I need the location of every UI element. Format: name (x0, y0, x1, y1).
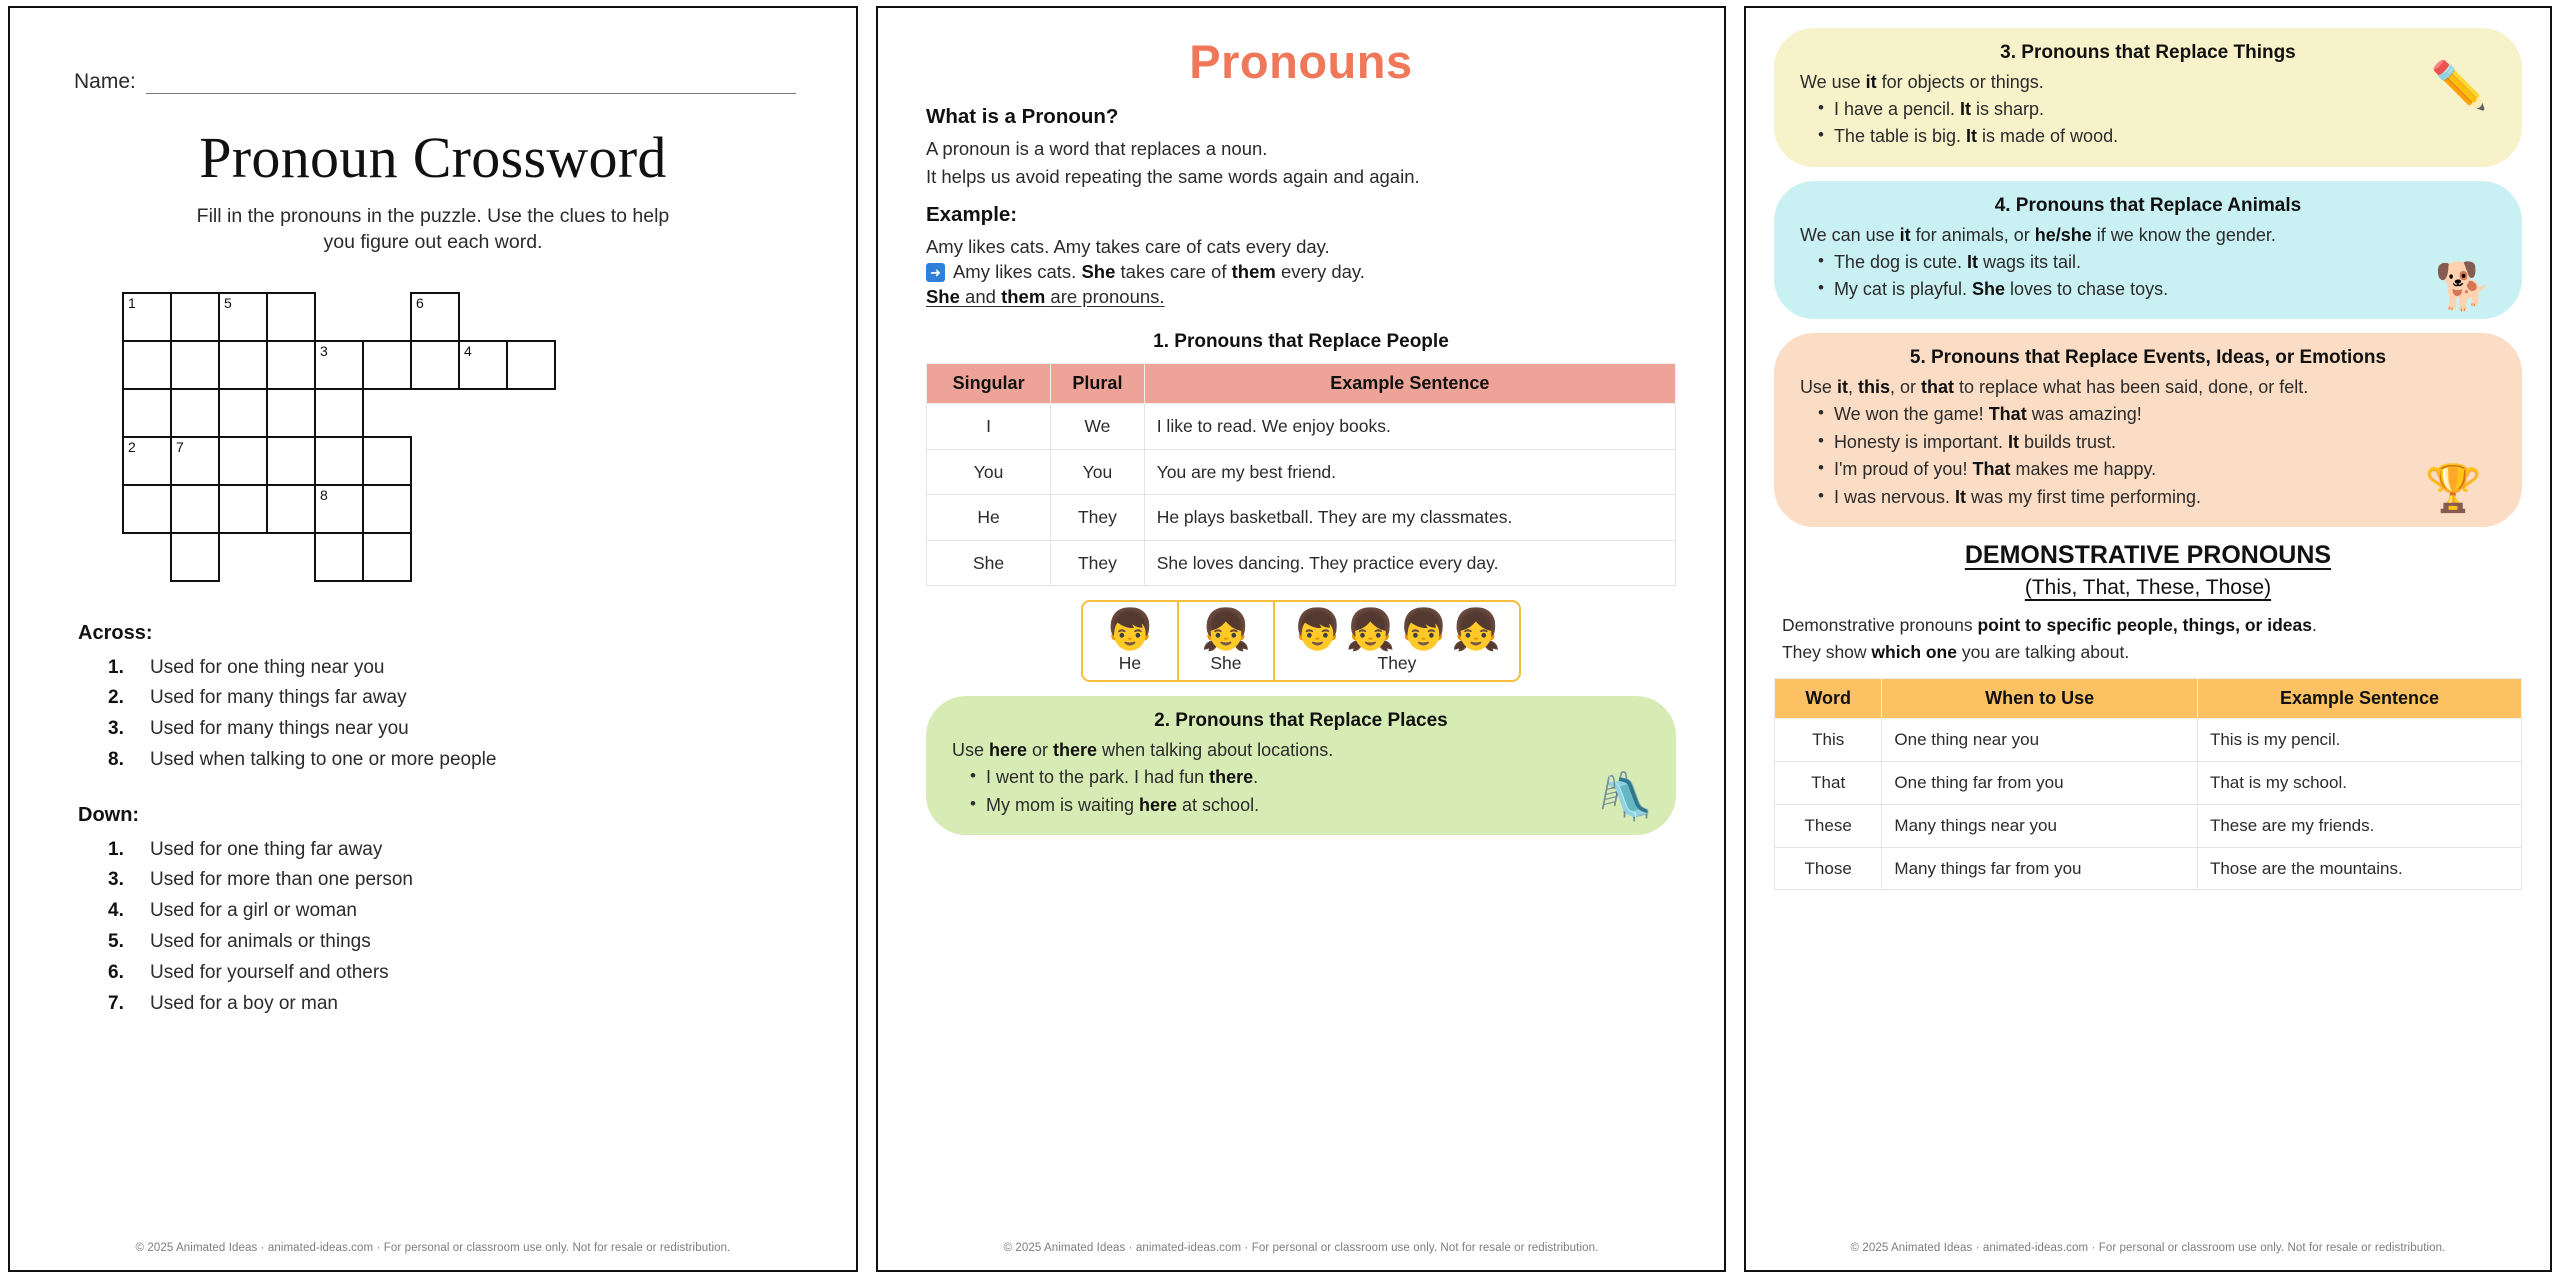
clue-down-item (78, 865, 856, 896)
crossword-cell[interactable] (123, 437, 171, 485)
ex-pre: Amy likes cats. (952, 261, 1082, 283)
clue-number: 2. (108, 687, 124, 709)
animals-box-lead (1800, 225, 2496, 246)
clue-down-item (78, 958, 856, 989)
crossword-row (123, 437, 555, 485)
clue-text: Used when talking to one or more people (150, 748, 497, 770)
bullet-bold: It (1966, 126, 1978, 147)
table-body (1774, 719, 2521, 890)
crossword-blank (459, 293, 507, 341)
people-table-caption: 1. Pronouns that Replace People (1153, 331, 1449, 353)
arrow-right-icon: ➜ (926, 263, 945, 282)
table-cell: That is my school. (2197, 761, 2521, 804)
pencil-icon: ✏️ (2430, 59, 2488, 111)
crossword-cell[interactable] (459, 341, 507, 389)
clue-across-item (78, 714, 856, 745)
what-line-1: A pronoun is a word that replaces a noun. (925, 138, 1268, 159)
clue-number: 7. (108, 992, 124, 1014)
crossword-cell[interactable] (219, 437, 267, 485)
bullet-bold: It (2008, 431, 2020, 452)
faces-strip (1081, 600, 1521, 682)
crossword-blank (459, 389, 507, 437)
crossword-blank (411, 437, 459, 485)
table-row (1774, 804, 2521, 847)
crossword-cell[interactable] (123, 485, 171, 533)
table-cell: He (926, 495, 1050, 541)
bullet-bold: She (1971, 279, 2005, 300)
dp2-post: you are talking about. (1956, 642, 2130, 662)
column-header: Singular (926, 364, 1050, 404)
crossword-blank (363, 389, 411, 437)
crossword-blank (459, 437, 507, 485)
crossword-cell[interactable] (171, 389, 219, 437)
across-heading: Across: (78, 621, 153, 644)
crossword-cell[interactable] (267, 341, 315, 389)
crossword-cell-number: 7 (176, 438, 184, 455)
ex-bold-them: them (1231, 261, 1276, 283)
face-cell-they (1275, 602, 1519, 680)
events-bullet-list (1800, 401, 2496, 514)
table-cell: She (926, 540, 1050, 586)
things-box-title: 3. Pronouns that Replace Things (2000, 42, 2296, 63)
footer-copyright: © 2025 Animated Ideas · animated-ideas.com · For personal or classroom use only. Not for resale or redistribution. (135, 1242, 731, 1254)
crossword-row (123, 485, 555, 533)
pl-pre: Use (951, 740, 989, 761)
bullet-item (1818, 249, 2496, 276)
crossword-blank (123, 533, 171, 581)
pronouns-title: Pronouns (1189, 35, 1413, 88)
crossword-cell[interactable] (363, 341, 411, 389)
bullet-post: loves to chase toys. (2005, 279, 2169, 300)
bullet-item (1818, 401, 2496, 428)
ex-mid: takes care of (1115, 261, 1232, 283)
crossword-blank (411, 533, 459, 581)
clue-text: Used for a girl or woman (150, 900, 357, 922)
clue-number: 4. (108, 900, 124, 922)
crossword-cell-number: 2 (128, 438, 136, 455)
note-bold-them: them (1001, 286, 1046, 308)
table-cell: We (1051, 404, 1145, 450)
things-bullet-list (1800, 96, 2496, 151)
page-title: Pronoun Crossword (199, 125, 667, 190)
clues-section (78, 622, 856, 1020)
table-row (1774, 847, 2521, 890)
clue-text: Used for one thing near you (150, 656, 385, 678)
pl-b2: there (1053, 740, 1098, 761)
bullet-bold: here (1139, 794, 1178, 815)
crossword-cell[interactable] (171, 437, 219, 485)
bullet-post: . (1253, 767, 1259, 788)
table-cell: You (926, 449, 1050, 495)
an-b2: he/she (2034, 224, 2092, 245)
clue-across-item (78, 745, 856, 776)
crossword-blank (267, 533, 315, 581)
dp2-bold: which one (1871, 642, 1957, 662)
table-header-row (1774, 679, 2521, 719)
bullet-post: builds trust. (2019, 431, 2117, 452)
demonstrative-table (1774, 678, 2522, 890)
clue-text: Used for more than one person (150, 869, 413, 891)
table-row (926, 449, 1675, 495)
crossword-cell[interactable] (267, 485, 315, 533)
crossword-cell[interactable] (123, 293, 171, 341)
crossword-grid-wrapper (10, 292, 856, 582)
crossword-cell-number: 8 (320, 486, 328, 503)
crossword-blank (507, 437, 555, 485)
crossword-blank (411, 485, 459, 533)
playground-icon: 🛝 (1596, 770, 1654, 823)
demonstrative-description (1774, 612, 2522, 666)
table-row (1774, 761, 2521, 804)
bullet-bold: It (1960, 99, 1972, 119)
crossword-cell[interactable] (315, 533, 363, 581)
ev-s1: , (1847, 377, 1858, 398)
demonstrative-title: DEMONSTRATIVE PRONOUNS (1964, 540, 2332, 569)
down-heading: Down: (78, 803, 140, 826)
table-cell: You are my best friend. (1144, 449, 1675, 495)
down-clue-list (78, 835, 856, 1020)
table-cell: That (1774, 761, 1881, 804)
bullet-item (1818, 96, 2496, 123)
crossword-cell[interactable] (363, 437, 411, 485)
bullet-pre: I have a pencil. (1833, 99, 1961, 119)
crossword-blank (507, 533, 555, 581)
bullet-pre: I was nervous. (1833, 486, 1955, 507)
face-label-they: They (1377, 653, 1417, 674)
name-row (74, 70, 796, 94)
bullet-pre: I went to the park. I had fun (985, 767, 1210, 788)
ev-b1: it (1836, 377, 1848, 398)
crossword-cell[interactable] (315, 485, 363, 533)
face-label-she: She (1210, 653, 1242, 674)
places-bullet-list (952, 764, 1650, 819)
bullet-item (1818, 429, 2496, 456)
table-cell: This is my pencil. (2197, 719, 2521, 762)
dp2-pre: They show (1781, 642, 1872, 662)
table-cell: He plays basketball. They are my classmates. (1144, 495, 1675, 541)
things-box (1774, 28, 2522, 167)
crossword-cell[interactable] (219, 293, 267, 341)
table-cell: These (1774, 804, 1881, 847)
bullet-bold: That (1972, 459, 2011, 480)
bullet-post: is sharp. (1971, 99, 2045, 119)
table-header-row (926, 364, 1675, 404)
crossword-row (123, 341, 555, 389)
clue-text: Used for one thing far away (150, 838, 383, 860)
note-bold-she: She (925, 286, 960, 308)
table-row (926, 495, 1675, 541)
clue-text: Used for many things near you (150, 718, 409, 740)
name-input-line[interactable] (146, 74, 796, 94)
dp1-post: . (2311, 614, 2317, 635)
crossword-cell-number: 3 (320, 342, 328, 359)
crossword-cell[interactable] (171, 485, 219, 533)
bullet-post: at school. (1177, 794, 1260, 815)
bullet-post: makes me happy. (2010, 459, 2157, 480)
demonstrative-subtitle: (This, That, These, Those) (2024, 575, 2272, 599)
note-post: are pronouns. (1045, 286, 1165, 308)
ev-post: to replace what has been said, done, or felt. (1954, 377, 2309, 398)
crossword-cell[interactable] (411, 293, 459, 341)
crossword-blank (459, 485, 507, 533)
bullet-item (1818, 276, 2496, 303)
pl-post: when talking about locations. (1097, 740, 1334, 761)
crossword-cell[interactable] (267, 293, 315, 341)
crossword-blank (363, 293, 411, 341)
clue-number: 3. (108, 718, 124, 740)
bullet-post: was amazing! (2026, 404, 2142, 425)
crossword-cell[interactable] (171, 293, 219, 341)
clue-text: Used for a boy or man (150, 992, 338, 1014)
dp1-bold: point to specific people, things, or ideas (1977, 614, 2312, 635)
bullet-bold: there (1209, 767, 1254, 788)
crossword-cell-number: 5 (224, 294, 232, 311)
bullet-pre: Honesty is important. (1833, 431, 2009, 452)
clue-text: Used for animals or things (150, 930, 371, 952)
bullet-pre: My cat is playful. (1833, 279, 1972, 300)
table-row (1774, 719, 2521, 762)
example-transformed-line (926, 261, 1676, 283)
crossword-cell[interactable] (219, 485, 267, 533)
th-bold: it (1865, 72, 1877, 92)
table-cell: Those (1774, 847, 1881, 890)
crossword-cell[interactable] (123, 341, 171, 389)
clue-down-item (78, 835, 856, 866)
bullet-bold: That (1988, 404, 2027, 425)
bullet-item (970, 792, 1650, 819)
bullet-post: is made of wood. (1977, 126, 2119, 147)
crossword-cell[interactable] (363, 533, 411, 581)
clue-number: 6. (108, 961, 124, 983)
table-cell: Many things far from you (1882, 847, 2198, 890)
boy-face-icon: 👦 (1105, 608, 1155, 653)
column-header: Word (1774, 679, 1881, 719)
places-box (926, 696, 1676, 835)
crossword-cell[interactable] (315, 389, 363, 437)
footer-copyright: © 2025 Animated Ideas · animated-ideas.com · For personal or classroom use only. Not for resale or redistribution. (1003, 1242, 1599, 1254)
page-crossword (8, 6, 858, 1272)
table-cell: They (1051, 495, 1145, 541)
pl-b1: here (988, 740, 1028, 761)
crossword-cell[interactable] (507, 341, 555, 389)
bullet-pre: The dog is cute. (1833, 251, 1968, 272)
events-box (1774, 333, 2522, 526)
crossword-row (123, 533, 555, 581)
table-cell: She loves dancing. They practice every day. (1144, 540, 1675, 586)
ev-b2: this (1857, 377, 1890, 398)
face-label-he: He (1118, 653, 1142, 674)
clue-down-item (78, 927, 856, 958)
table-body (926, 404, 1675, 586)
crossword-grid[interactable] (122, 292, 556, 582)
clue-down-item (78, 989, 856, 1020)
crossword-cell-number: 6 (416, 294, 424, 311)
crossword-blank (507, 485, 555, 533)
things-box-lead (1800, 72, 2496, 93)
clue-number: 1. (108, 656, 124, 678)
table-cell: Those are the mountains. (2197, 847, 2521, 890)
name-label: Name: (74, 70, 136, 93)
ex-post: every day. (1275, 261, 1365, 283)
dp1-pre: Demonstrative pronouns (1781, 614, 1978, 635)
ev-pre: Use (1799, 377, 1837, 398)
places-box-title: 2. Pronouns that Replace Places (1154, 710, 1448, 732)
group-faces-icon: 👦 👧 👦 👧 (1292, 608, 1502, 653)
footer-copyright: © 2025 Animated Ideas · animated-ideas.com · For personal or classroom use only. Not for resale or redistribution. (1850, 1242, 2446, 1254)
clue-across-item (78, 653, 856, 684)
table-cell: One thing near you (1882, 719, 2198, 762)
column-header: Plural (1051, 364, 1145, 404)
bullet-item (1818, 484, 2496, 511)
ex-bold-she: She (1081, 261, 1116, 283)
ev-s2: , or (1889, 377, 1921, 398)
trophy-icon: 🏆 (2424, 461, 2482, 514)
dog-icon: 🐕 (2434, 260, 2492, 313)
girl-face-icon: 👧 (1201, 608, 1251, 653)
crossword-cell[interactable] (315, 437, 363, 485)
instructions: Fill in the pronouns in the puzzle. Use the clues to help you figure out each word. (196, 205, 670, 254)
crossword-row (123, 389, 555, 437)
example-heading: Example: (925, 203, 1018, 227)
table-cell: I like to read. We enjoy books. (1144, 404, 1675, 450)
crossword-blank (219, 533, 267, 581)
face-cell-she (1179, 602, 1275, 680)
face-cell-he (1083, 602, 1179, 680)
bullet-item (1818, 456, 2496, 483)
crossword-cell[interactable] (267, 389, 315, 437)
column-header: Example Sentence (1144, 364, 1675, 404)
crossword-blank (507, 389, 555, 437)
events-box-title: 5. Pronouns that Replace Events, Ideas, or Emotions (1909, 347, 2387, 369)
crossword-row (123, 293, 555, 341)
clue-number: 8. (108, 748, 124, 770)
table-cell: I (926, 404, 1050, 450)
bullet-item (970, 764, 1650, 791)
crossword-cell[interactable] (315, 341, 363, 389)
crossword-cell[interactable] (219, 389, 267, 437)
clue-text: Used for yourself and others (150, 961, 389, 983)
table-cell: This (1774, 719, 1881, 762)
an-post: if we know the gender. (2091, 224, 2276, 245)
crossword-cell[interactable] (411, 341, 459, 389)
an-pre: We can use (1799, 224, 1900, 245)
an-b1: it (1899, 224, 1911, 245)
people-pronoun-table (926, 363, 1676, 586)
bullet-pre: We won the game! (1833, 404, 1989, 425)
table-cell: They (1051, 540, 1145, 586)
table-cell: Many things near you (1882, 804, 2198, 847)
ev-b3: that (1921, 377, 1954, 398)
example-plain: Amy likes cats. Amy takes care of cats every day. (925, 236, 1330, 258)
table-cell: One thing far from you (1882, 761, 2198, 804)
crossword-cell-number: 4 (464, 342, 472, 359)
example-note-line (926, 283, 1676, 311)
table-row (926, 404, 1675, 450)
page-demonstrative-notes (1744, 6, 2552, 1272)
across-clue-list (78, 653, 856, 776)
what-line-2: It helps us avoid repeating the same words again and again. (925, 166, 1420, 188)
bullet-bold: It (1967, 251, 1979, 272)
pl-mid: or (1027, 740, 1054, 761)
clue-down-item (78, 896, 856, 927)
crossword-cell[interactable] (123, 389, 171, 437)
clue-across-item (78, 683, 856, 714)
table-cell: You (1051, 449, 1145, 495)
bullet-item (1818, 123, 2496, 150)
crossword-blank (411, 389, 459, 437)
crossword-blank (315, 293, 363, 341)
column-header: Example Sentence (2197, 679, 2521, 719)
crossword-blank (507, 293, 555, 341)
clue-number: 1. (108, 838, 124, 860)
page-pronouns-notes (876, 6, 1726, 1272)
crossword-cell[interactable] (171, 533, 219, 581)
table-row (926, 540, 1675, 586)
events-box-lead (1800, 377, 2496, 398)
bullet-pre: The table is big. (1833, 126, 1967, 147)
column-header: When to Use (1882, 679, 2198, 719)
crossword-cell[interactable] (219, 341, 267, 389)
an-mid: for animals, or (1910, 224, 2035, 245)
example-transformed-text (953, 261, 1365, 283)
bullet-post: was my first time performing. (1966, 486, 2202, 507)
th-pre: We use (1799, 72, 1866, 92)
bullet-pre: I'm proud of you! (1833, 459, 1973, 480)
clue-number: 3. (108, 869, 124, 891)
crossword-cell[interactable] (267, 437, 315, 485)
note-mid: and (959, 286, 1002, 308)
bullet-pre: My mom is waiting (985, 794, 1139, 815)
bullet-post: wags its tail. (1978, 251, 2082, 272)
clue-number: 5. (108, 930, 124, 952)
places-box-lead (952, 740, 1650, 761)
table-cell: These are my friends. (2197, 804, 2521, 847)
th-post: for objects or things. (1876, 72, 2044, 92)
crossword-blank (459, 533, 507, 581)
crossword-cell[interactable] (363, 485, 411, 533)
animals-box (1774, 181, 2522, 320)
crossword-cell-number: 1 (128, 294, 136, 311)
bullet-bold: It (1955, 486, 1966, 507)
clue-text: Used for many things far away (150, 687, 407, 709)
what-is-pronoun-heading: What is a Pronoun? (925, 105, 1119, 128)
animals-bullet-list (1800, 249, 2496, 304)
animals-box-title: 4. Pronouns that Replace Animals (1994, 194, 2302, 216)
crossword-cell[interactable] (171, 341, 219, 389)
